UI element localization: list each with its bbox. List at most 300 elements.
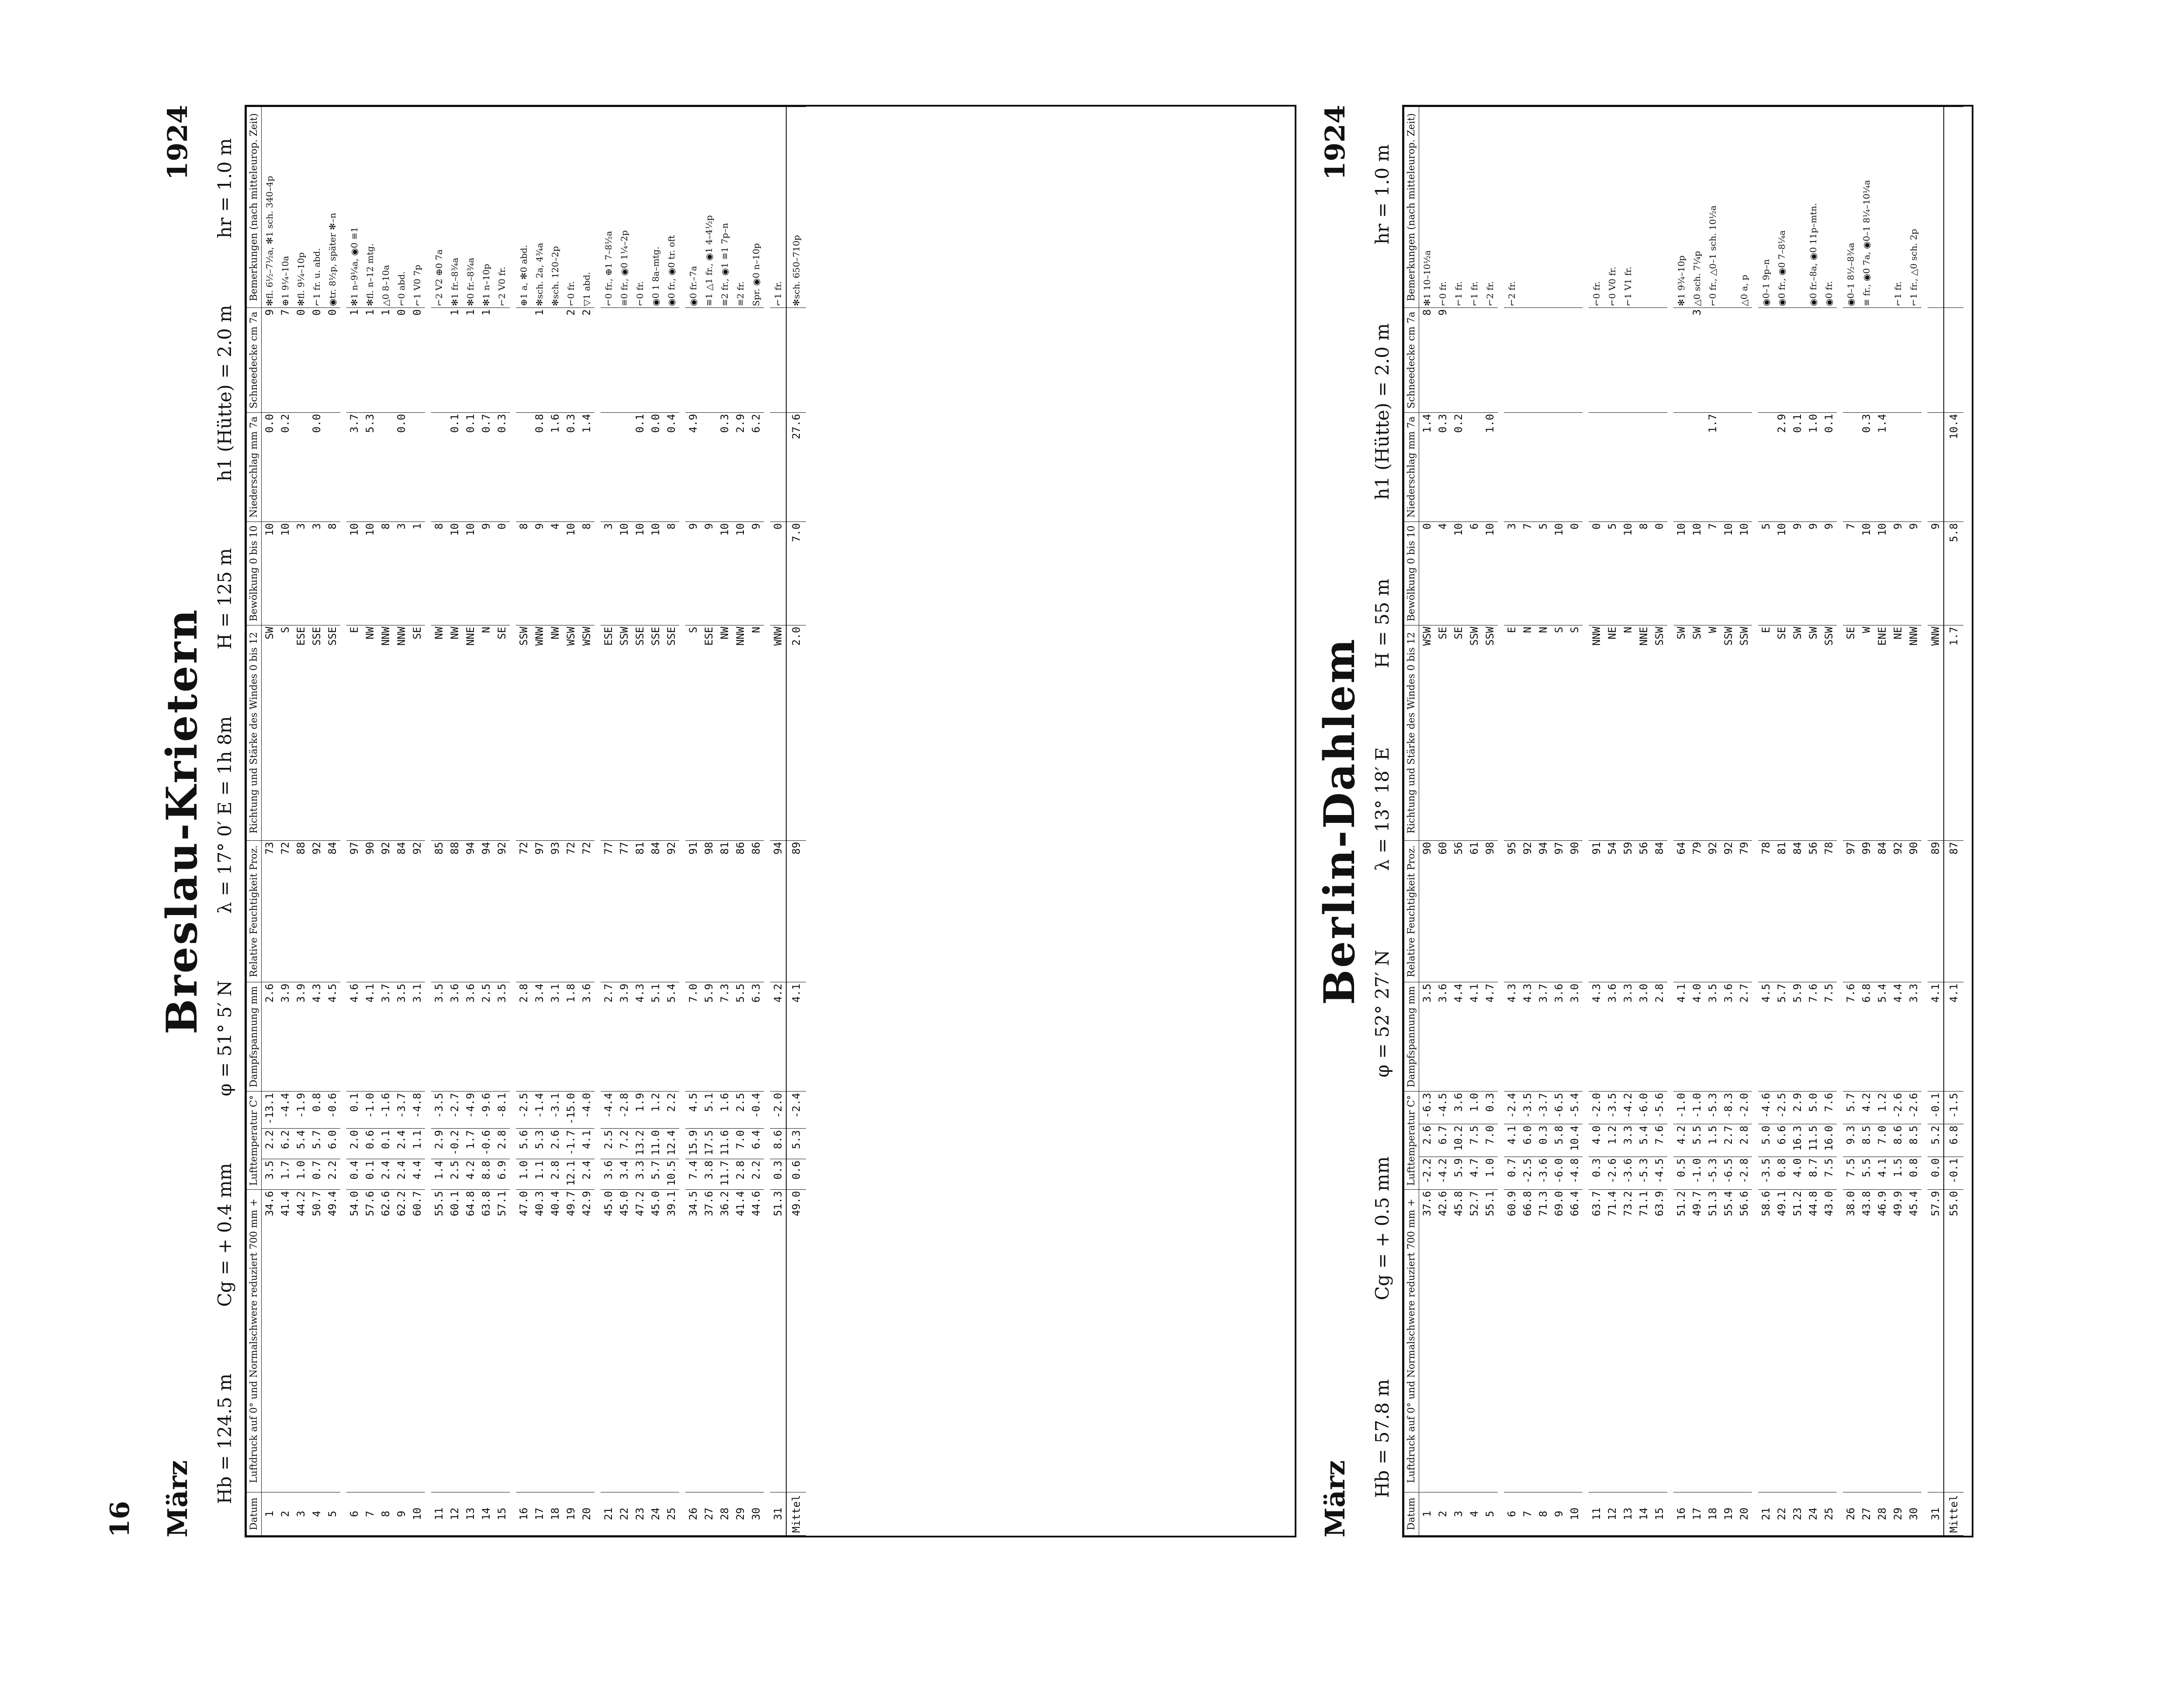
cell-tmax: 5.8: [1551, 1124, 1567, 1157]
cell-d: 16: [1673, 1492, 1689, 1536]
cell-d: 14: [478, 1492, 494, 1536]
cell-b: 8: [663, 522, 679, 625]
cell-r: ⌐0 abd.: [394, 107, 409, 308]
spacer-row: [1837, 107, 1843, 1536]
cell-b: 3: [309, 522, 325, 625]
cell-b: 10: [563, 522, 579, 625]
cell-d: 27: [1859, 1492, 1874, 1536]
table-row: [516, 107, 532, 1536]
cell-t: 0.8: [1774, 1157, 1790, 1189]
cell-b: 10: [1721, 522, 1736, 625]
cell-p: 73.2: [1620, 1189, 1636, 1492]
cell-tmax: 11.6: [717, 1129, 733, 1159]
cell-tmin: -1.5: [1944, 1091, 1963, 1124]
cell-w: ESE: [293, 625, 309, 840]
cell-n: [1620, 412, 1636, 522]
cell-n: 3.7: [346, 412, 362, 522]
meta-item: H = 55 m: [1372, 578, 1393, 668]
cell-p: 43.0: [1821, 1189, 1837, 1492]
cell-e: 3.6: [463, 982, 478, 1091]
cell-s: [701, 307, 717, 412]
cell-w: SSW: [516, 625, 532, 840]
column-header: Bewölkung 0 bis 10: [247, 522, 262, 625]
column-header: Lufttemperatur C°: [247, 1091, 262, 1190]
cell-w: E: [1504, 625, 1520, 840]
cell-e: 4.1: [1466, 982, 1482, 1091]
cell-b: 9: [1821, 522, 1837, 625]
cell-s: [1736, 307, 1752, 412]
cell-t: -2.2: [1419, 1157, 1435, 1189]
cell-r: △0 8–10a: [378, 107, 394, 308]
cell-w: E: [346, 625, 362, 840]
cell-w: NNE: [463, 625, 478, 840]
cell-n: 1.0: [1805, 412, 1821, 522]
cell-rf: 78: [1758, 840, 1774, 982]
page-number: 16: [105, 1501, 135, 1537]
cell-p: 39.1: [663, 1189, 679, 1492]
cell-r: ⌐0 fr.: [1589, 107, 1604, 308]
cell-p: 62.2: [394, 1189, 409, 1492]
cell-t: 5.9: [1451, 1157, 1466, 1189]
cell-s: [1520, 307, 1535, 412]
cell-b: 1: [409, 522, 425, 625]
table-row: [1721, 107, 1736, 1536]
cell-s: [1944, 307, 1963, 412]
spacer-cell: [1667, 107, 1673, 1536]
cell-t: -3.6: [1535, 1157, 1551, 1189]
cell-n: 0.0: [309, 412, 325, 522]
cell-tmax: 17.5: [701, 1129, 717, 1159]
cell-b: 10: [1774, 522, 1790, 625]
cell-b: 8: [378, 522, 394, 625]
cell-tmin: 0.8: [309, 1091, 325, 1129]
cell-e: 4.3: [1589, 982, 1604, 1091]
cell-rf: 97: [1843, 840, 1859, 982]
cell-w: WSW: [579, 625, 594, 840]
cell-d: 15: [1652, 1492, 1667, 1536]
cell-rf: 84: [648, 840, 663, 982]
cell-t: 2.8: [547, 1159, 563, 1190]
cell-r: ◉0–1 8½–8¾a: [1843, 107, 1859, 308]
cell-tmax: 6.0: [1520, 1124, 1535, 1157]
cell-tmax: 6.0: [325, 1129, 340, 1159]
cell-w: 1.7: [1944, 625, 1963, 840]
meta-item: H = 125 m: [214, 548, 235, 649]
cell-s: [1774, 307, 1790, 412]
cell-rf: 90: [1906, 840, 1921, 982]
cell-n: 0.1: [1821, 412, 1837, 522]
cell-tmax: 6.7: [1435, 1124, 1451, 1157]
cell-tmax: 2.6: [1419, 1124, 1435, 1157]
spacer-cell: [510, 107, 516, 1536]
cell-rf: 92: [1705, 840, 1721, 982]
cell-t: -5.3: [1705, 1157, 1721, 1189]
cell-p: 41.4: [277, 1189, 293, 1492]
cell-b: 10: [1874, 522, 1890, 625]
cell-e: 3.6: [1551, 982, 1567, 1091]
cell-t: 2.2: [748, 1159, 764, 1190]
cell-t: 1.0: [516, 1159, 532, 1190]
cell-s: 1: [378, 307, 394, 412]
month-label: März: [1319, 1460, 1351, 1537]
cell-s: 3: [1689, 307, 1705, 412]
cell-tmax: 2.9: [431, 1129, 447, 1159]
cell-tmin: -3.5: [431, 1091, 447, 1129]
cell-w: SE: [1774, 625, 1790, 840]
cell-n: [1636, 412, 1652, 522]
cell-s: [1636, 307, 1652, 412]
cell-t: 0.5: [1673, 1157, 1689, 1189]
cell-t: 0.7: [309, 1159, 325, 1190]
cell-p: 66.4: [1567, 1189, 1583, 1492]
cell-p: 56.6: [1736, 1189, 1752, 1492]
cell-w: NE: [1890, 625, 1906, 840]
header-row: [1404, 107, 1419, 1536]
cell-s: [1504, 307, 1520, 412]
cell-d: 15: [494, 1492, 510, 1536]
cell-s: [1604, 307, 1620, 412]
cell-e: 3.6: [447, 982, 463, 1091]
spacer-cell: [594, 107, 601, 1536]
cell-b: 10: [1620, 522, 1636, 625]
cell-tmax: 8.5: [1906, 1124, 1921, 1157]
meta-item: hr = 1.0 m: [1372, 144, 1393, 245]
cell-tmin: -2.6: [1906, 1091, 1921, 1124]
cell-e: 7.5: [1821, 982, 1837, 1091]
table-row: [1636, 107, 1652, 1536]
cell-p: 44.2: [293, 1189, 309, 1492]
cell-r: ≡1 △1 fr., ◉1 4–4½p: [701, 107, 717, 308]
cell-b: 9: [1890, 522, 1906, 625]
meta-item: Hb = 124.5 m: [214, 1373, 235, 1504]
cell-tmin: -1.9: [293, 1091, 309, 1129]
spacer-cell: [1921, 107, 1928, 1536]
cell-t: 3.4: [616, 1159, 632, 1190]
cell-t: 12.1: [563, 1159, 579, 1190]
cell-r: [1928, 107, 1944, 308]
cell-s: [632, 307, 648, 412]
cell-rf: 92: [378, 840, 394, 982]
data-table: [246, 107, 806, 1536]
cell-b: 10: [463, 522, 478, 625]
cell-tmin: -4.4: [601, 1091, 616, 1129]
cell-p: 57.1: [494, 1189, 510, 1492]
cell-tmax: 7.0: [1482, 1124, 1498, 1157]
cell-rf: 89: [1928, 840, 1944, 982]
cell-r: ⊕1 9¼–10a: [277, 107, 293, 308]
table-row: [1673, 107, 1689, 1536]
cell-n: [701, 412, 717, 522]
table-row: [293, 107, 309, 1536]
cell-rf: 94: [463, 840, 478, 982]
cell-t: -5.3: [1636, 1157, 1652, 1189]
cell-e: 2.8: [516, 982, 532, 1091]
cell-tmin: 2.9: [1790, 1091, 1805, 1124]
table-row: [701, 107, 717, 1536]
table-body: [1419, 107, 1964, 1536]
cell-tmin: 7.6: [1821, 1091, 1837, 1124]
cell-d: 21: [1758, 1492, 1774, 1536]
cell-b: 10: [1689, 522, 1705, 625]
cell-e: 3.5: [431, 982, 447, 1091]
cell-s: [601, 307, 616, 412]
table-row: [309, 107, 325, 1536]
cell-s: [1790, 307, 1805, 412]
cell-r: [1874, 107, 1890, 308]
station-meta: [214, 105, 235, 1537]
cell-n: 0.1: [447, 412, 463, 522]
cell-t: 5.5: [1859, 1157, 1874, 1189]
cell-n: [1736, 412, 1752, 522]
cell-tmax: 2.7: [1721, 1124, 1736, 1157]
cell-d: 29: [733, 1492, 748, 1536]
spacer-cell: [1752, 107, 1758, 1536]
table-row: [378, 107, 394, 1536]
year-label: 1924: [162, 105, 194, 180]
cell-tmax: 8.6: [1890, 1124, 1906, 1157]
cell-p: 50.7: [309, 1189, 325, 1492]
cell-e: 3.7: [378, 982, 394, 1091]
cell-p: 62.6: [378, 1189, 394, 1492]
table-row: [1705, 107, 1721, 1536]
cell-tmax: 10.4: [1567, 1124, 1583, 1157]
cell-s: [1482, 307, 1498, 412]
cell-w: S: [277, 625, 293, 840]
cell-d: 5: [1482, 1492, 1498, 1536]
cell-e: 5.9: [701, 982, 717, 1091]
cell-d: 5: [325, 1492, 340, 1536]
cell-t: 0.3: [1589, 1157, 1604, 1189]
table-row: [1805, 107, 1821, 1536]
cell-tmin: -5.6: [1652, 1091, 1667, 1124]
cell-d: 7: [362, 1492, 378, 1536]
cell-tmin: 5.0: [1805, 1091, 1821, 1124]
cell-r: ◉0 fr.–7a: [685, 107, 701, 308]
cell-s: 1: [346, 307, 362, 412]
cell-b: 4: [1435, 522, 1451, 625]
cell-tmax: 1.7: [463, 1129, 478, 1159]
cell-tmax: 5.4: [1636, 1124, 1652, 1157]
cell-b: 3: [601, 522, 616, 625]
cell-p: 60.1: [447, 1189, 463, 1492]
cell-w: SSW: [616, 625, 632, 840]
cell-b: 9: [685, 522, 701, 625]
cell-rf: 56: [1451, 840, 1466, 982]
data-table: [1404, 107, 1963, 1536]
cell-tmin: -8.3: [1721, 1091, 1736, 1124]
cell-n: 4.9: [685, 412, 701, 522]
cell-tmax: 6.6: [1774, 1124, 1790, 1157]
cell-n: [1589, 412, 1604, 522]
cell-e: 3.4: [532, 982, 547, 1091]
cell-p: 42.9: [579, 1189, 594, 1492]
cell-p: 42.6: [1435, 1189, 1451, 1492]
cell-tmin: -2.6: [1890, 1091, 1906, 1124]
cell-d: 28: [717, 1492, 733, 1536]
cell-r: ◉0 fr.: [1821, 107, 1837, 308]
cell-n: [1890, 412, 1906, 522]
cell-w: SSE: [325, 625, 340, 840]
cell-tmax: -0.6: [478, 1129, 494, 1159]
cell-tmax: 6.2: [277, 1129, 293, 1159]
cell-s: [648, 307, 663, 412]
cell-n: 0.1: [632, 412, 648, 522]
cell-r: ◉tr. 8½p, später ✻–n: [325, 107, 340, 308]
cell-r: ✻1 n–10p: [478, 107, 494, 308]
cell-p: 51.3: [1705, 1189, 1721, 1492]
cell-tmax: 6.8: [1944, 1124, 1963, 1157]
table-row: [1551, 107, 1567, 1536]
cell-d: Mittel: [786, 1492, 806, 1536]
cell-b: 0: [1652, 522, 1667, 625]
cell-w: SSE: [632, 625, 648, 840]
cell-p: 34.6: [262, 1189, 278, 1492]
cell-b: 8: [1636, 522, 1652, 625]
table-row: [1466, 107, 1482, 1536]
cell-s: [1821, 307, 1837, 412]
cell-rf: 88: [447, 840, 463, 982]
cell-s: 1: [463, 307, 478, 412]
cell-b: 3: [293, 522, 309, 625]
cell-tmin: -6.3: [1419, 1091, 1435, 1124]
table-row: [1874, 107, 1890, 1536]
cell-tmin: -6.0: [1636, 1091, 1652, 1124]
cell-tmax: 5.6: [516, 1129, 532, 1159]
cell-w: SSW: [1721, 625, 1736, 840]
cell-s: 2: [563, 307, 579, 412]
table-row: [394, 107, 409, 1536]
cell-n: [378, 412, 394, 522]
cell-tmin: -4.6: [1758, 1091, 1774, 1124]
cell-w: SE: [1843, 625, 1859, 840]
meta-item: φ = 52° 27′ N: [1372, 950, 1393, 1078]
cell-w: SE: [1435, 625, 1451, 840]
cell-b: 0: [1419, 522, 1435, 625]
cell-tmin: 2.2: [663, 1091, 679, 1129]
cell-b: 10: [1859, 522, 1874, 625]
cell-n: 5.3: [362, 412, 378, 522]
cell-n: [1843, 412, 1859, 522]
cell-b: 9: [1928, 522, 1944, 625]
cell-n: 1.6: [547, 412, 563, 522]
meta-item: λ = 17° 0′ E = 1h 8m: [214, 716, 235, 914]
cell-rf: 72: [563, 840, 579, 982]
table-row: [1906, 107, 1921, 1536]
spacer-cell: [679, 107, 685, 1536]
table-row: [1604, 107, 1620, 1536]
cell-rf: 89: [786, 840, 806, 982]
cell-tmax: 4.0: [1589, 1124, 1604, 1157]
cell-n: 0.1: [463, 412, 478, 522]
cell-r: ⌐1 fr.: [770, 107, 786, 308]
cell-tmax: 7.2: [616, 1129, 632, 1159]
cell-n: 2.9: [1774, 412, 1790, 522]
cell-rf: 84: [394, 840, 409, 982]
cell-b: 5.8: [1944, 522, 1963, 625]
cell-d: 1: [262, 1492, 278, 1536]
cell-t: 1.0: [293, 1159, 309, 1190]
month-label: März: [162, 1460, 194, 1537]
cell-w: NNW: [1906, 625, 1921, 840]
cell-s: 0: [309, 307, 325, 412]
cell-t: 2.4: [579, 1159, 594, 1190]
cell-t: -6.5: [1721, 1157, 1736, 1189]
cell-s: [786, 307, 806, 412]
cell-rf: 99: [1859, 840, 1874, 982]
cell-tmin: -4.9: [463, 1091, 478, 1129]
cell-r: ✻fl. n–12 mtg.: [362, 107, 378, 308]
cell-tmin: -3.7: [1535, 1091, 1551, 1124]
cell-n: [431, 412, 447, 522]
cell-rf: 86: [733, 840, 748, 982]
cell-rf: 95: [1504, 840, 1520, 982]
cell-t: 4.1: [1874, 1157, 1890, 1189]
cell-p: 44.6: [748, 1189, 764, 1492]
cell-n: 0.3: [1435, 412, 1451, 522]
cell-s: [1843, 307, 1859, 412]
column-header: Datum: [247, 1492, 262, 1536]
table-row: [262, 107, 278, 1536]
cell-r: ⊕1 a, ✻0 abd.: [516, 107, 532, 308]
cell-w: SSE: [309, 625, 325, 840]
cell-t: 8.7: [1805, 1157, 1821, 1189]
cell-e: 3.3: [1620, 982, 1636, 1091]
cell-t: 3.3: [632, 1159, 648, 1190]
cell-p: 45.0: [616, 1189, 632, 1492]
cell-n: 0.0: [262, 412, 278, 522]
cell-tmin: 4.5: [685, 1091, 701, 1129]
cell-e: 4.0: [1689, 982, 1705, 1091]
cell-r: ⌐0 fr.: [632, 107, 648, 308]
cell-rf: 56: [1636, 840, 1652, 982]
cell-s: [1758, 307, 1774, 412]
cell-r: ⌐0 fr., ⊕1 7–8½a: [601, 107, 616, 308]
cell-d: 3: [293, 1492, 309, 1536]
cell-w: N: [1620, 625, 1636, 840]
station-title: Berlin-Dahlem: [1315, 637, 1364, 1005]
cell-tmin: -3.5: [1604, 1091, 1620, 1124]
cell-w: S: [1551, 625, 1567, 840]
table-row: [733, 107, 748, 1536]
spacer-cell: [1498, 107, 1504, 1536]
cell-d: 4: [309, 1492, 325, 1536]
cell-rf: 92: [1890, 840, 1906, 982]
table-row: [1821, 107, 1837, 1536]
cell-p: 49.4: [325, 1189, 340, 1492]
cell-n: [601, 412, 616, 522]
cell-w: SW: [1805, 625, 1821, 840]
cell-tmin: -9.6: [478, 1091, 494, 1129]
cell-s: [1451, 307, 1466, 412]
column-header: Niederschlag mm 7a: [1404, 412, 1419, 522]
cell-rf: 90: [362, 840, 378, 982]
cell-b: 10: [632, 522, 648, 625]
cell-s: [494, 307, 510, 412]
cell-rf: 85: [431, 840, 447, 982]
cell-rf: 92: [494, 840, 510, 982]
cell-r: ✻1 n–9¼a, ◉0 ≡1: [346, 107, 362, 308]
cell-b: 10: [1736, 522, 1752, 625]
cell-e: 4.1: [1928, 982, 1944, 1091]
cell-d: 13: [463, 1492, 478, 1536]
cell-tmin: -2.8: [616, 1091, 632, 1129]
cell-b: 9: [1805, 522, 1821, 625]
cell-rf: 78: [1821, 840, 1837, 982]
cell-d: 8: [378, 1492, 394, 1536]
cell-d: 18: [1705, 1492, 1721, 1536]
cell-w: SW: [1673, 625, 1689, 840]
cell-b: 0: [494, 522, 510, 625]
